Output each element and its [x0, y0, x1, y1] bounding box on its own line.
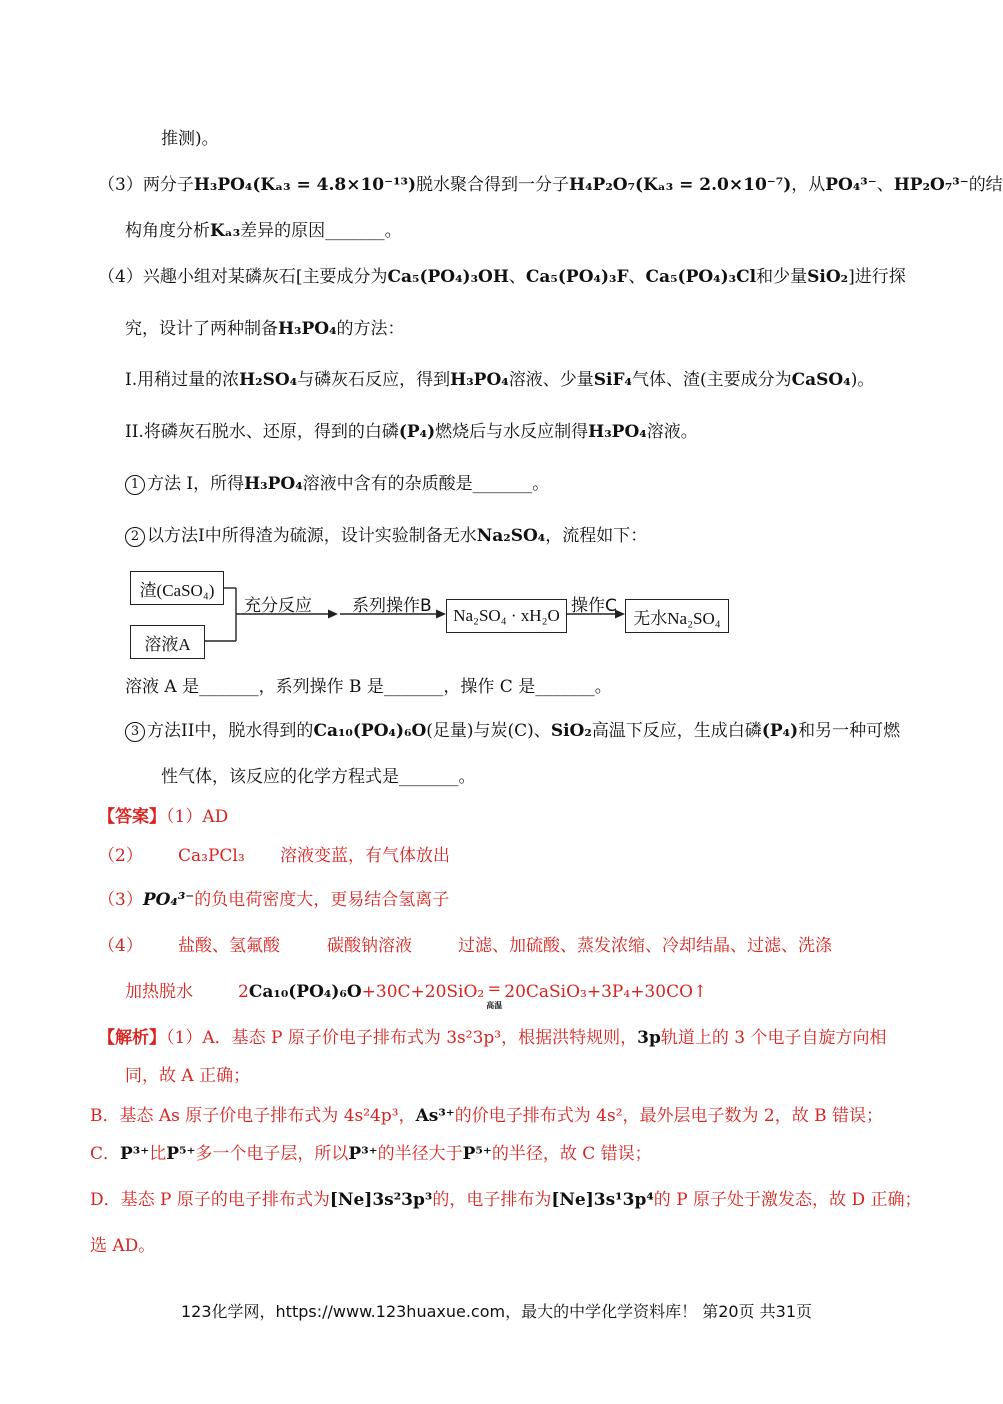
- answer-2-text: 溶液变蓝，有气体放出: [280, 846, 450, 866]
- ion-p5-a: P⁵⁺: [166, 1144, 196, 1164]
- flow-box-hydrate: Na₂SO₄ · xH₂O: [446, 599, 567, 633]
- analysis-d: [90, 1189, 921, 1211]
- equation-formula: Ca₁₀(PO₄)₆O: [248, 982, 362, 1002]
- answer-4: [98, 935, 832, 957]
- formula-h3po4-3: H₃PO₄: [450, 370, 509, 390]
- q4-sep-1: 、: [508, 267, 526, 287]
- method-2-b: 燃烧后与水反应制得: [435, 422, 589, 442]
- config-excited: [Ne]3s¹3p⁴: [551, 1190, 654, 1210]
- flow-step-operation-c: 操作C: [571, 596, 617, 616]
- q4-line1-b: 和少量: [756, 267, 808, 287]
- formula-sif4: SiF₄: [593, 370, 632, 390]
- ka-value-1: (Kₐ₃ = 4.8×10⁻¹³): [252, 175, 417, 195]
- ion-p5-b: P⁵⁺: [462, 1144, 492, 1164]
- analysis-e: 选 AD。: [90, 1236, 156, 1256]
- method-1-a: I.用稍过量的浓: [125, 370, 240, 390]
- formula-sio2: SiO₂: [807, 267, 849, 287]
- analysis-1-a: （1）A．基态 P 原子价电子排布式为 3s²3p³，根据洪特规则，: [166, 1028, 638, 1048]
- formula-hp2o7: HP₂O₇³⁻: [893, 175, 969, 195]
- q3-line2-b: 差异的原因_______。: [240, 221, 402, 241]
- formula-h3po4-4: H₃PO₄: [588, 422, 647, 442]
- formula-h3po4-2: H₃PO₄: [278, 319, 337, 339]
- answer-tag: 【答案】: [98, 807, 166, 827]
- method-2-a: II.将磷灰石脱水、还原，得到的白磷: [125, 422, 399, 442]
- method-1-d: 气体、渣(主要成分为: [631, 370, 792, 390]
- analysis-c-5: 多一个电子层，所以: [195, 1144, 349, 1164]
- analysis-d-5: 的 P 原子处于激发态，故 D 正确；: [653, 1190, 922, 1210]
- q3-num: （3）两分子: [98, 175, 194, 195]
- formula-h4p2o7: H₄P₂O₇: [569, 175, 636, 195]
- q3-end: 的结: [968, 175, 1003, 195]
- answer-4-num: （4）: [98, 936, 143, 956]
- answer-1-text: （1）AD: [166, 807, 229, 827]
- flow-box-residue: 渣(CaSO₄): [130, 571, 224, 605]
- analysis-c-9: 的半径，故 C 错误；: [491, 1144, 652, 1164]
- answer-3-text: 的负电荷密度大，更易结合氢离子: [194, 890, 450, 910]
- method-1-e: )。: [850, 370, 875, 390]
- answer-4-item-4: 加热脱水: [125, 982, 193, 1002]
- equation-reactants: +30C+20SiO₂: [361, 982, 485, 1002]
- answer-2: [98, 845, 450, 867]
- ion-p3-b: P³⁺: [348, 1144, 378, 1164]
- formula-h2so4: H₂SO₄: [239, 370, 298, 390]
- method-1-c: 溶液、少量: [508, 370, 594, 390]
- method-2-c: 溶液。: [646, 422, 698, 442]
- analysis-c: [90, 1143, 652, 1165]
- q3-mid: 脱水聚合得到一分子: [416, 175, 570, 195]
- formula-h3po4-5: H₃PO₄: [244, 474, 303, 494]
- circled-number-1: 1: [125, 475, 145, 495]
- analysis-d-3: 的，电子排布为: [432, 1190, 552, 1210]
- subq-1-a: 方法 I，所得: [147, 474, 245, 494]
- answer-4-line2: [125, 979, 708, 1010]
- q4-line1-a: （4）兴趣小组对某磷灰石[主要成分为: [98, 267, 388, 287]
- subq-3-b: (足量)与炭(C)、: [426, 721, 551, 741]
- subq-3-d: 和另一种可燃: [798, 721, 901, 741]
- formula-apatite-oh: Ca₅(PO₄)₃OH: [387, 267, 509, 287]
- q3-head: 推测)。: [161, 129, 219, 149]
- answer-3-formula: PO₄³⁻: [142, 890, 195, 910]
- answer-3: [98, 889, 449, 911]
- formula-oxyapatite: Ca₁₀(PO₄)₆O: [313, 721, 427, 741]
- circled-number-3: 3: [125, 722, 145, 742]
- analysis-tag: 【解析】: [98, 1028, 166, 1048]
- answer-1: [98, 806, 228, 828]
- answer-2-num: （2）: [98, 846, 143, 866]
- equation-condition: = 高温: [486, 979, 503, 1010]
- analysis-1-c: 轨道上的 3 个电子自旋方向相: [660, 1028, 887, 1048]
- analysis-c-3: 比: [149, 1144, 167, 1164]
- flow-step-operation-b: 系列操作B: [352, 596, 432, 616]
- analysis-b-3: 的价电子排布式为 4s²，最外层电子数为 2，故 B 错误；: [454, 1106, 884, 1126]
- analysis-b-1: B．基态 As 原子价电子排布式为 4s²4p³，: [90, 1106, 416, 1126]
- formula-p4-2: (P₄): [761, 721, 799, 741]
- answer-4-item-3: 过滤、加硫酸、蒸发浓缩、冷却结晶、过滤、洗涤: [458, 936, 832, 956]
- subq-3-c: 高温下反应，生成白磷: [591, 721, 762, 741]
- answer-3-num: （3）: [98, 890, 143, 910]
- analysis-d-1: D．基态 P 原子的电子排布式为: [90, 1190, 330, 1210]
- formula-caso4: CaSO₄: [791, 370, 851, 390]
- analysis-2: 同，故 A 正确；: [125, 1066, 251, 1086]
- q4-line2-b: 的方法：: [336, 319, 405, 339]
- analysis-c-1: C．: [90, 1144, 121, 1164]
- subq-3: [125, 720, 900, 742]
- subq-2-answer-line: 溶液 A 是_______，系列操作 B 是_______，操作 C 是_______。: [125, 677, 612, 697]
- formula-p4: (P₄): [398, 422, 436, 442]
- analysis-1: [98, 1027, 886, 1049]
- config-ground: [Ne]3s²3p³: [329, 1190, 433, 1210]
- circled-number-2: 2: [125, 527, 145, 547]
- subq-3-a: 方法II中，脱水得到的: [147, 721, 314, 741]
- formula-po4: PO₄³⁻: [825, 175, 877, 195]
- q3-line2-a: 构角度分析: [125, 221, 210, 241]
- formula-apatite-cl: Ca₅(PO₄)₃Cl: [645, 267, 757, 287]
- q3-sep: 、: [876, 175, 894, 195]
- analysis-b: [90, 1105, 883, 1127]
- q4-line1-c: ]进行探: [848, 267, 906, 287]
- method-1-b: 与磷灰石反应，得到: [297, 370, 451, 390]
- formula-apatite-f: Ca₅(PO₄)₃F: [525, 267, 629, 287]
- analysis-1-b: 3p: [637, 1028, 661, 1048]
- equation-products: 20CaSiO₃+3P₄+30CO↑: [504, 982, 708, 1002]
- formula-na2so4: Na₂SO₄: [476, 526, 546, 546]
- ka-value-2: (Kₐ₃ = 2.0×10⁻⁷): [635, 175, 792, 195]
- flow-box-anhydrous: 无水Na₂SO₄: [625, 599, 729, 633]
- subq-1-b: 溶液中含有的杂质酸是_______。: [302, 474, 550, 494]
- formula-sio2-2: SiO₂: [550, 721, 592, 741]
- equation: [238, 979, 708, 1010]
- formula-h3po4: H₃PO₄: [193, 175, 253, 195]
- page-footer: 123化学网，https://www.123huaxue.com，最大的中学化学资料库！ 第20页 共31页: [181, 1302, 812, 1321]
- analysis-c-7: 的半径大于: [377, 1144, 463, 1164]
- subq-2-a: 以方法I中所得渣为硫源，设计实验制备无水: [147, 526, 477, 546]
- subq-3-line2: 性气体，该反应的化学方程式是_______。: [161, 767, 476, 787]
- q3-from: ，从: [791, 175, 826, 195]
- ion-p3-a: P³⁺: [120, 1144, 150, 1164]
- answer-4-item-1: 盐酸、氢氟酸: [178, 936, 280, 956]
- answer-2-formula: Ca₃PCl₃: [178, 846, 245, 866]
- q4-line2-a: 究，设计了两种制备: [125, 319, 278, 339]
- q4-sep-2: 、: [628, 267, 646, 287]
- flow-box-solution-a: 溶液A: [130, 625, 205, 659]
- flow-step-react: 充分反应: [244, 596, 312, 616]
- equation-coef: 2: [238, 982, 249, 1002]
- subq-2-b: ，流程如下：: [545, 526, 648, 546]
- ka-symbol: Kₐ₃: [210, 221, 241, 241]
- ion-as3: As³⁺: [415, 1106, 455, 1126]
- answer-4-item-2: 碳酸钠溶液: [327, 936, 412, 956]
